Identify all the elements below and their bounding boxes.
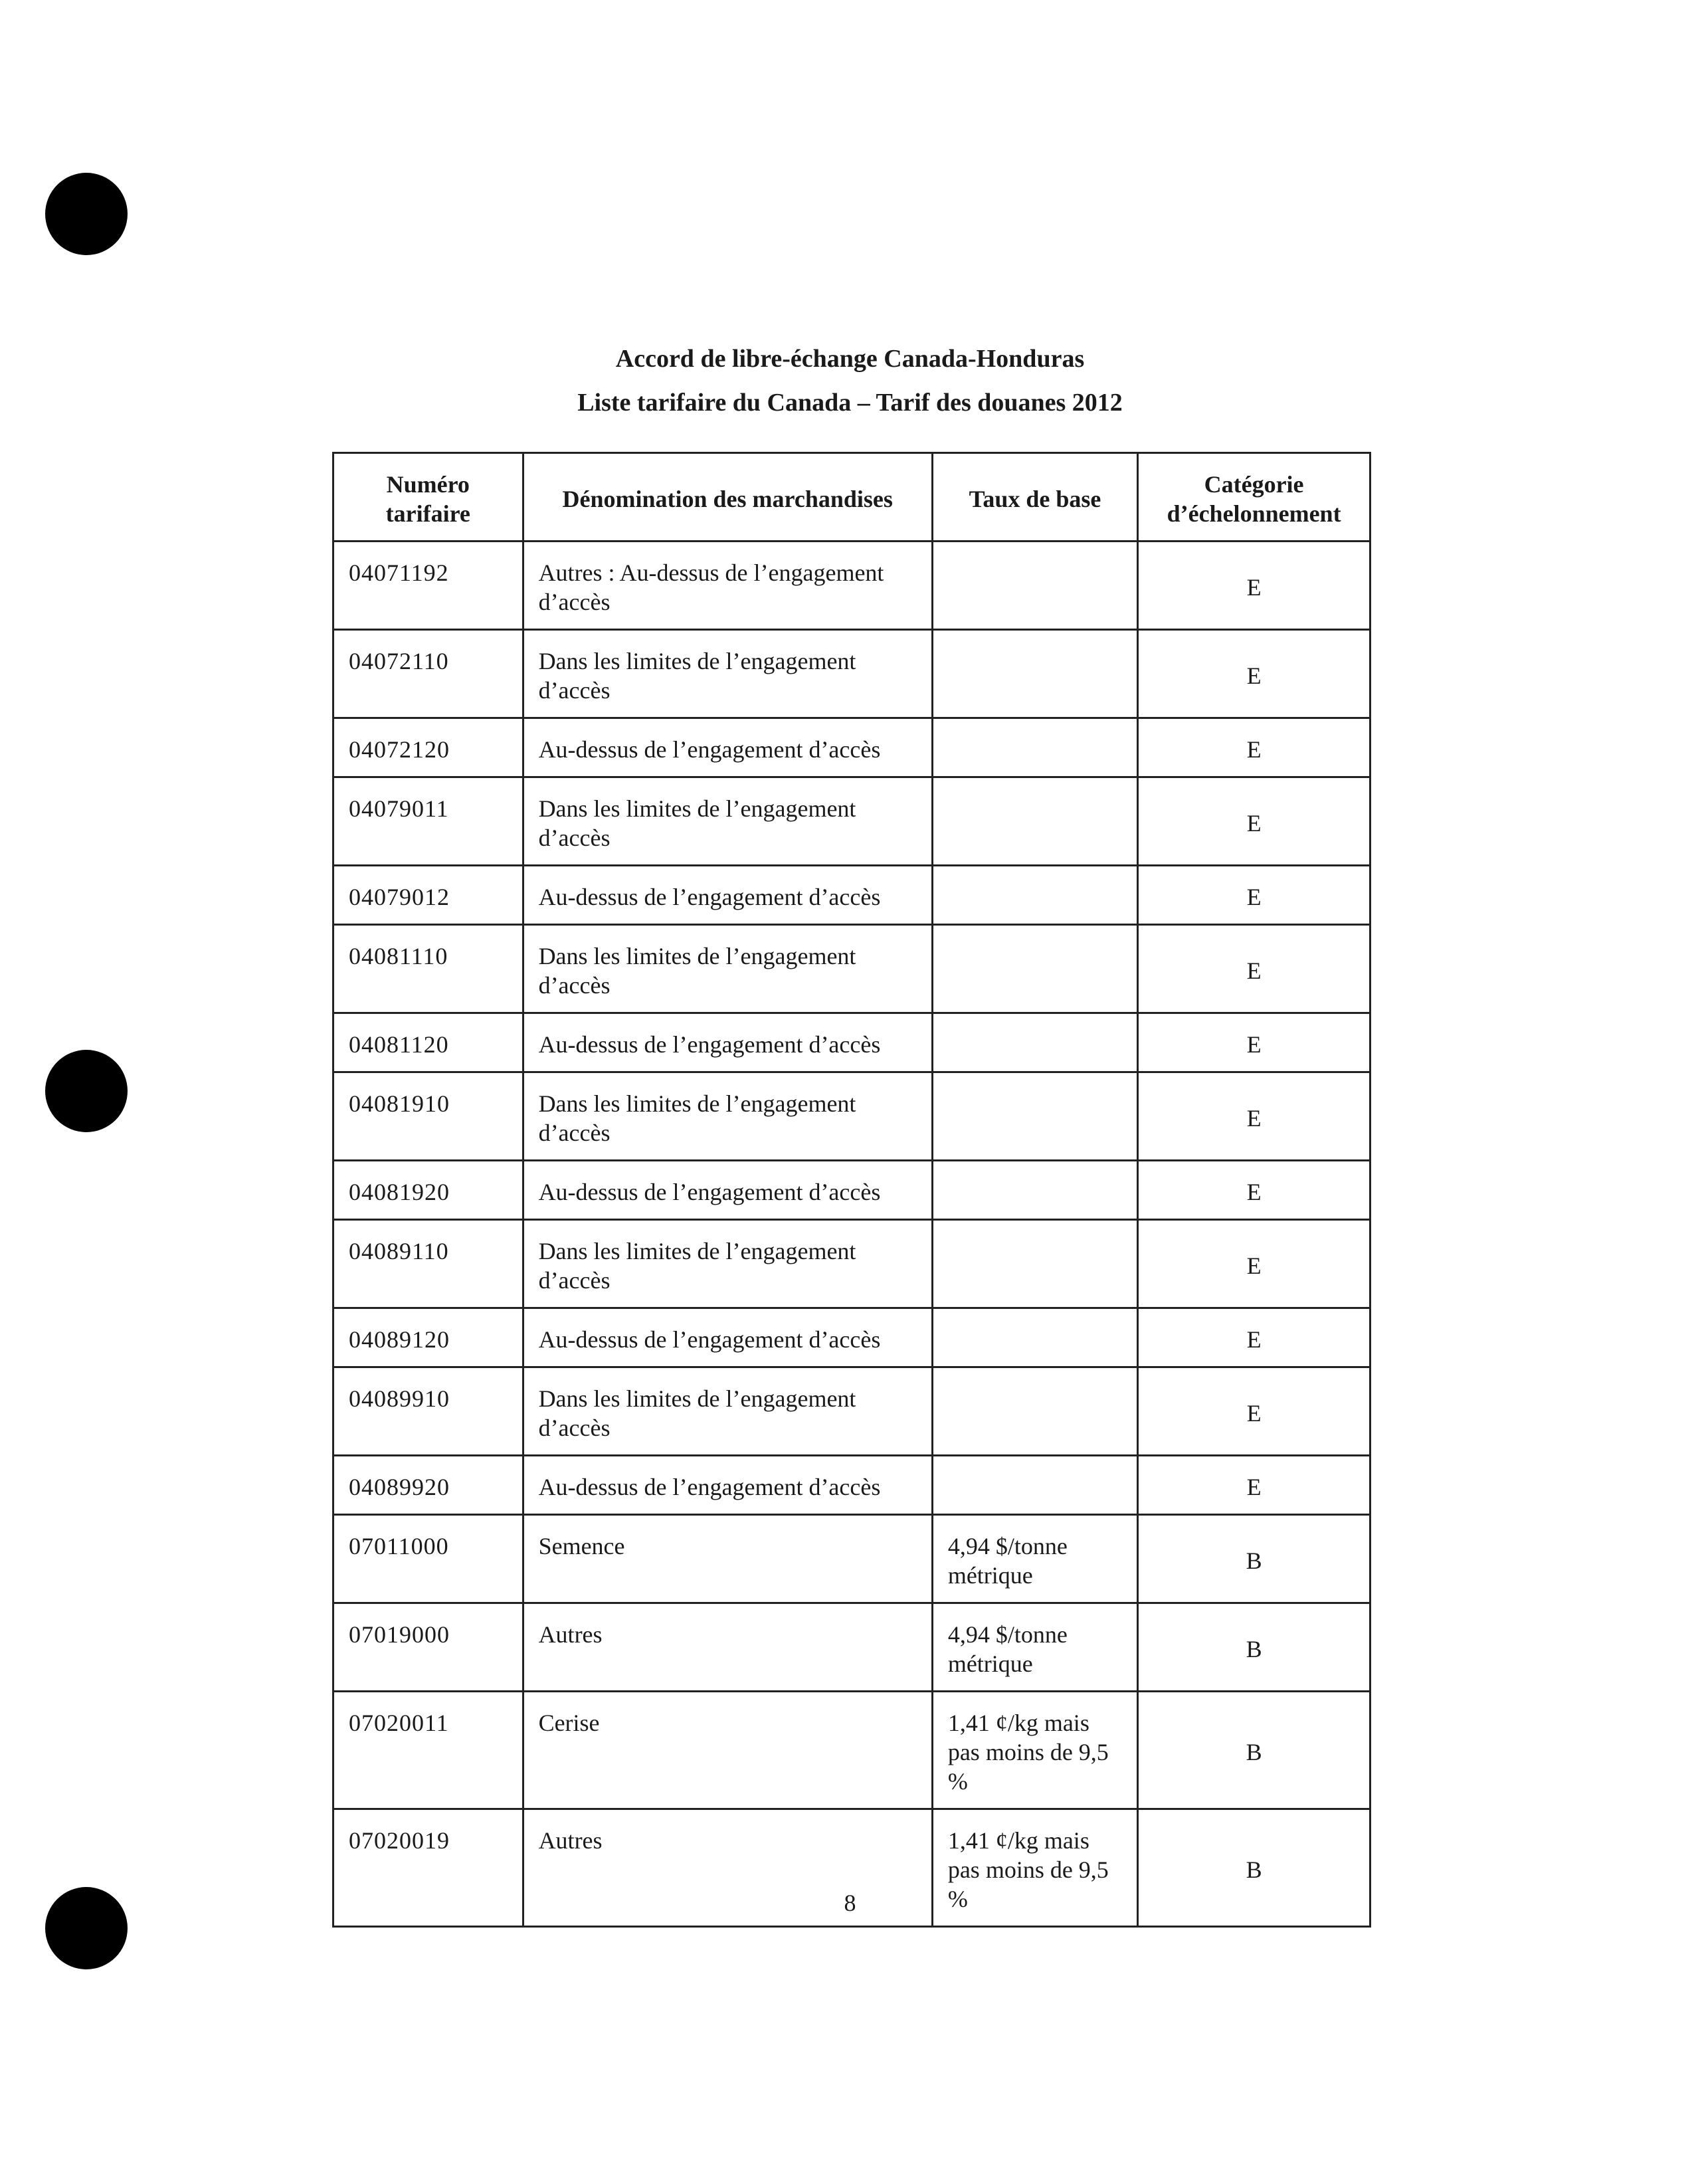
cell-category: E (1138, 925, 1370, 1013)
cell-category: B (1138, 1603, 1370, 1692)
document-subtitle: Liste tarifaire du Canada – Tarif des douanes 2012 (577, 389, 1123, 417)
cell-base-rate (932, 866, 1137, 925)
cell-code: 04081110 (333, 925, 523, 1013)
cell-description: Autres (523, 1809, 932, 1927)
cell-category: E (1138, 1456, 1370, 1515)
table-header-row (333, 453, 1370, 542)
table-row (333, 1456, 1370, 1515)
cell-base-rate (932, 1220, 1137, 1308)
cell-code: 04081910 (333, 1072, 523, 1161)
cell-code: 04081120 (333, 1013, 523, 1072)
header-description: Dénomination des marchandises (523, 453, 932, 542)
cell-description: Au-dessus de l’engagement d’accès (523, 1161, 932, 1220)
cell-description: Au-dessus de l’engagement d’accès (523, 1456, 932, 1515)
cell-base-rate (932, 542, 1137, 630)
cell-description: Autres : Au-dessus de l’engagement d’accès (523, 542, 932, 630)
cell-category: E (1138, 1013, 1370, 1072)
cell-category: E (1138, 1161, 1370, 1220)
cell-base-rate (932, 630, 1137, 718)
cell-code: 07020019 (333, 1809, 523, 1927)
cell-base-rate: 4,94 $/tonne métrique (932, 1515, 1137, 1603)
cell-category: B (1138, 1692, 1370, 1809)
cell-category: B (1138, 1809, 1370, 1927)
cell-category: E (1138, 1072, 1370, 1161)
cell-description: Cerise (523, 1692, 932, 1809)
cell-base-rate (932, 1308, 1137, 1367)
cell-base-rate (932, 1161, 1137, 1220)
cell-code: 07020011 (333, 1692, 523, 1809)
cell-code: 04079011 (333, 777, 523, 866)
table-row (333, 925, 1370, 1013)
cell-category: E (1138, 866, 1370, 925)
cell-code: 04072110 (333, 630, 523, 718)
cell-base-rate: 1,41 ¢/kg mais pas moins de 9,5 % (932, 1809, 1137, 1927)
table-row (333, 1072, 1370, 1161)
cell-code: 04089120 (333, 1308, 523, 1367)
document-title: Accord de libre-échange Canada-Honduras (615, 345, 1085, 373)
cell-description: Dans les limites de l’engagement d’accès (523, 630, 932, 718)
cell-base-rate (932, 1456, 1137, 1515)
cell-category: E (1138, 718, 1370, 777)
punch-hole-middle (45, 1050, 128, 1132)
cell-description: Au-dessus de l’engagement d’accès (523, 718, 932, 777)
cell-description: Dans les limites de l’engagement d’accès (523, 1072, 932, 1161)
table-row (333, 1308, 1370, 1367)
cell-code: 04089920 (333, 1456, 523, 1515)
table-row (333, 1367, 1370, 1456)
table-row (333, 1161, 1370, 1220)
header-category: Catégorie d’échelonnement (1138, 453, 1370, 542)
cell-category: E (1138, 1220, 1370, 1308)
header-base-rate: Taux de base (932, 453, 1137, 542)
cell-description: Autres (523, 1603, 932, 1692)
cell-code: 04079012 (333, 866, 523, 925)
table-row (333, 630, 1370, 718)
cell-code: 04089910 (333, 1367, 523, 1456)
cell-base-rate (932, 925, 1137, 1013)
punch-hole-top (45, 173, 128, 255)
cell-description: Au-dessus de l’engagement d’accès (523, 866, 932, 925)
cell-base-rate (932, 1367, 1137, 1456)
cell-category: B (1138, 1515, 1370, 1603)
cell-code: 07011000 (333, 1515, 523, 1603)
cell-category: E (1138, 630, 1370, 718)
cell-description: Dans les limites de l’engagement d’accès (523, 777, 932, 866)
cell-code: 04072120 (333, 718, 523, 777)
cell-base-rate: 4,94 $/tonne métrique (932, 1603, 1137, 1692)
cell-code: 07019000 (333, 1603, 523, 1692)
table-row (333, 1603, 1370, 1692)
table-row (333, 718, 1370, 777)
page-number: 8 (844, 1890, 856, 1916)
cell-code: 04071192 (333, 542, 523, 630)
cell-description: Dans les limites de l’engagement d’accès (523, 925, 932, 1013)
tariff-table (332, 452, 1371, 1928)
cell-base-rate (932, 1013, 1137, 1072)
cell-base-rate (932, 1072, 1137, 1161)
cell-description: Semence (523, 1515, 932, 1603)
cell-description: Dans les limites de l’engagement d’accès (523, 1220, 932, 1308)
cell-base-rate (932, 777, 1137, 866)
cell-description: Au-dessus de l’engagement d’accès (523, 1308, 932, 1367)
cell-base-rate: 1,41 ¢/kg mais pas moins de 9,5 % (932, 1692, 1137, 1809)
table-row (333, 777, 1370, 866)
cell-category: E (1138, 777, 1370, 866)
table-row (333, 542, 1370, 630)
cell-description: Au-dessus de l’engagement d’accès (523, 1013, 932, 1072)
cell-category: E (1138, 1367, 1370, 1456)
cell-category: E (1138, 1308, 1370, 1367)
cell-description: Dans les limites de l’engagement d’accès (523, 1367, 932, 1456)
cell-base-rate (932, 718, 1137, 777)
cell-category: E (1138, 542, 1370, 630)
cell-code: 04089110 (333, 1220, 523, 1308)
table-row (333, 1013, 1370, 1072)
header-code: Numéro tarifaire (333, 453, 523, 542)
table-row (333, 1220, 1370, 1308)
table-row (333, 1515, 1370, 1603)
table-row (333, 1692, 1370, 1809)
table-row (333, 866, 1370, 925)
cell-code: 04081920 (333, 1161, 523, 1220)
